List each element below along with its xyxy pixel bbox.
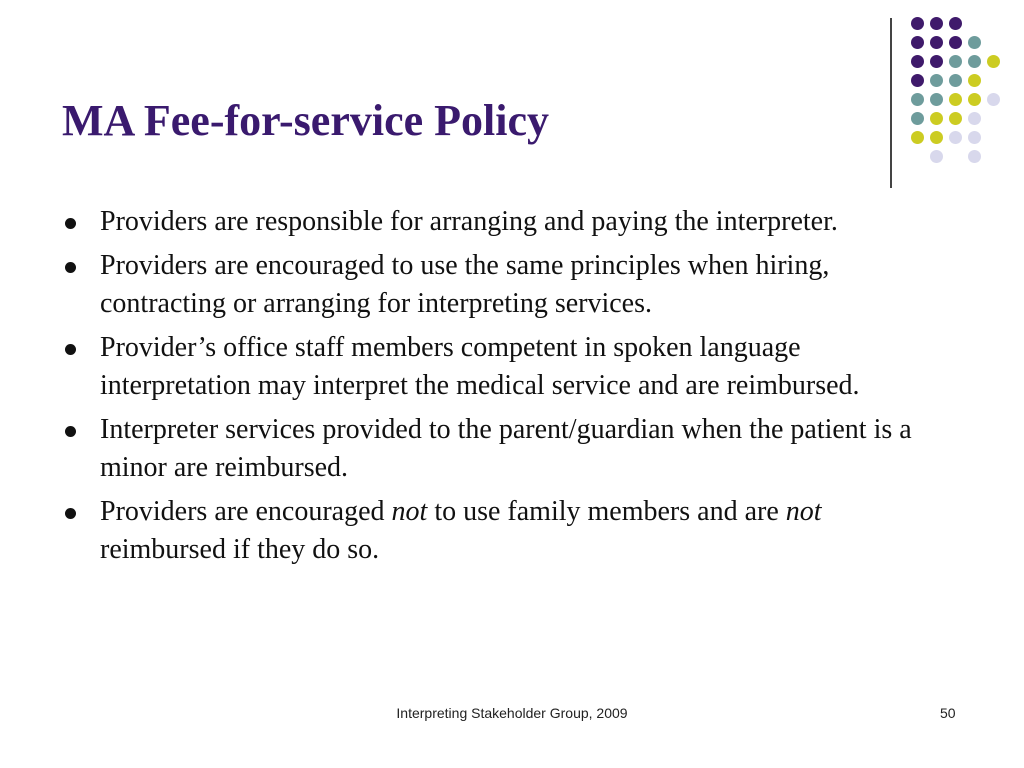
bullet-item: [62, 329, 922, 405]
decorative-dot: [949, 74, 962, 87]
bullet-text: Providers are responsible for arranging and paying the interpreter.: [100, 206, 838, 237]
page-number: 50: [940, 705, 956, 721]
decorative-dot: [911, 112, 924, 125]
footer-text: Interpreting Stakeholder Group, 2009: [396, 705, 628, 721]
bullet-text: reimbursed if they do so.: [100, 534, 380, 565]
bullet-text: Providers are encouraged: [100, 496, 392, 527]
bullet-dot-icon: [65, 344, 76, 355]
decorative-dot: [930, 17, 943, 30]
decorative-dot: [930, 93, 943, 106]
decorative-dot: [987, 55, 1000, 68]
title-divider-line: [890, 18, 892, 188]
bullet-text: Providers are encouraged to use the same principles when hiring, contracting or arranging for interpreting services.: [100, 250, 830, 319]
decorative-dot: [968, 74, 981, 87]
bullet-list: [62, 203, 922, 575]
decorative-dot: [930, 36, 943, 49]
decorative-dot: [930, 150, 943, 163]
decorative-dot: [949, 112, 962, 125]
decorative-dot: [911, 74, 924, 87]
bullet-dot-icon: [65, 426, 76, 437]
decorative-dot: [949, 55, 962, 68]
decorative-dot: [968, 150, 981, 163]
decorative-dot: [911, 55, 924, 68]
bullet-item: [62, 247, 922, 323]
decorative-dot: [911, 36, 924, 49]
decorative-dot: [911, 131, 924, 144]
bullet-text: Provider’s office staff members competent in spoken language interpretation may interpret the medical service and are reimbursed.: [100, 332, 860, 401]
decorative-dot: [930, 131, 943, 144]
decorative-dot: [968, 112, 981, 125]
bullet-item: [62, 203, 922, 241]
bullet-dot-icon: [65, 218, 76, 229]
bullet-dot-icon: [65, 262, 76, 273]
decorative-dot: [949, 36, 962, 49]
decorative-dot: [911, 17, 924, 30]
decorative-dot: [968, 131, 981, 144]
decorative-dot: [930, 112, 943, 125]
bullet-item: [62, 411, 922, 487]
bullet-item: [62, 493, 922, 569]
decorative-dot: [968, 36, 981, 49]
decorative-dot: [949, 93, 962, 106]
decorative-dot: [968, 93, 981, 106]
slide-title: MA Fee-for-service Policy: [62, 96, 549, 145]
decorative-dot: [930, 55, 943, 68]
decorative-dot: [968, 55, 981, 68]
decorative-dot: [949, 131, 962, 144]
decorative-dot: [911, 93, 924, 106]
bullet-text: Interpreter services provided to the parent/guardian when the patient is a minor are reimbursed.: [100, 414, 912, 483]
bullet-dot-icon: [65, 508, 76, 519]
decorative-dot: [930, 74, 943, 87]
bullet-emphasis: not: [391, 496, 428, 527]
decorative-dot: [949, 17, 962, 30]
decorative-dot: [987, 93, 1000, 106]
bullet-text: to use family members and are: [427, 496, 786, 527]
bullet-emphasis: not: [785, 496, 822, 527]
